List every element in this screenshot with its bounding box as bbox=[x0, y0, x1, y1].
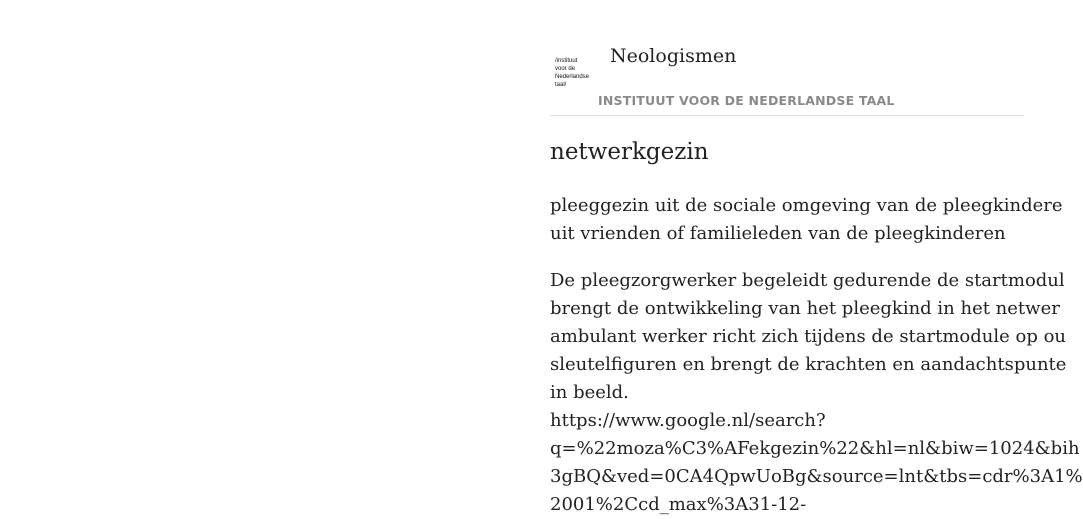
example-line: sleutelfiguren en brengt de krachten en aandachtspunte bbox=[550, 354, 1067, 375]
logo-line: /instituut bbox=[555, 58, 578, 64]
definition-line: pleeggezin uit de sociale omgeving van de pleegkindere bbox=[550, 195, 1063, 216]
example-source-url[interactable]: 3gBQ&ved=0CA4QpwUoBg&source=lnt&tbs=cdr%3A1% bbox=[550, 466, 1083, 487]
logo-line: Nederlandse bbox=[555, 74, 590, 80]
definition-line: uit vrienden of familieleden van de pleegkinderen bbox=[550, 223, 1006, 244]
entry-definition bbox=[550, 192, 1063, 248]
content-column bbox=[550, 0, 1083, 515]
entry-title: netwerkgezin bbox=[550, 139, 709, 165]
example-line: in beeld. bbox=[550, 382, 629, 403]
site-subtitle: INSTITUUT VOOR DE NEDERLANDSE TAAL bbox=[598, 93, 895, 108]
ivdnt-logo[interactable] bbox=[555, 57, 595, 89]
logo-line: taal/ bbox=[555, 82, 567, 88]
entry-example bbox=[550, 267, 1083, 519]
example-line: De pleegzorgwerker begeleidt gedurende de startmodul bbox=[550, 270, 1065, 291]
example-source-url[interactable]: https://www.google.nl/search? bbox=[550, 410, 826, 431]
site-title[interactable]: Neologismen bbox=[610, 45, 737, 67]
example-source-url[interactable]: 2001%2Ccd_max%3A31-12- bbox=[550, 494, 807, 515]
logo-line: voor de bbox=[555, 66, 576, 72]
example-line: brengt de ontwikkeling van het pleegkind in het netwer bbox=[550, 298, 1060, 319]
example-source-url[interactable]: q=%22moza%C3%AFekgezin%22&hl=nl&biw=1024&bih bbox=[550, 438, 1080, 459]
example-line: ambulant werker richt zich tijdens de startmodule op ou bbox=[550, 326, 1067, 347]
site-header bbox=[550, 0, 1024, 116]
